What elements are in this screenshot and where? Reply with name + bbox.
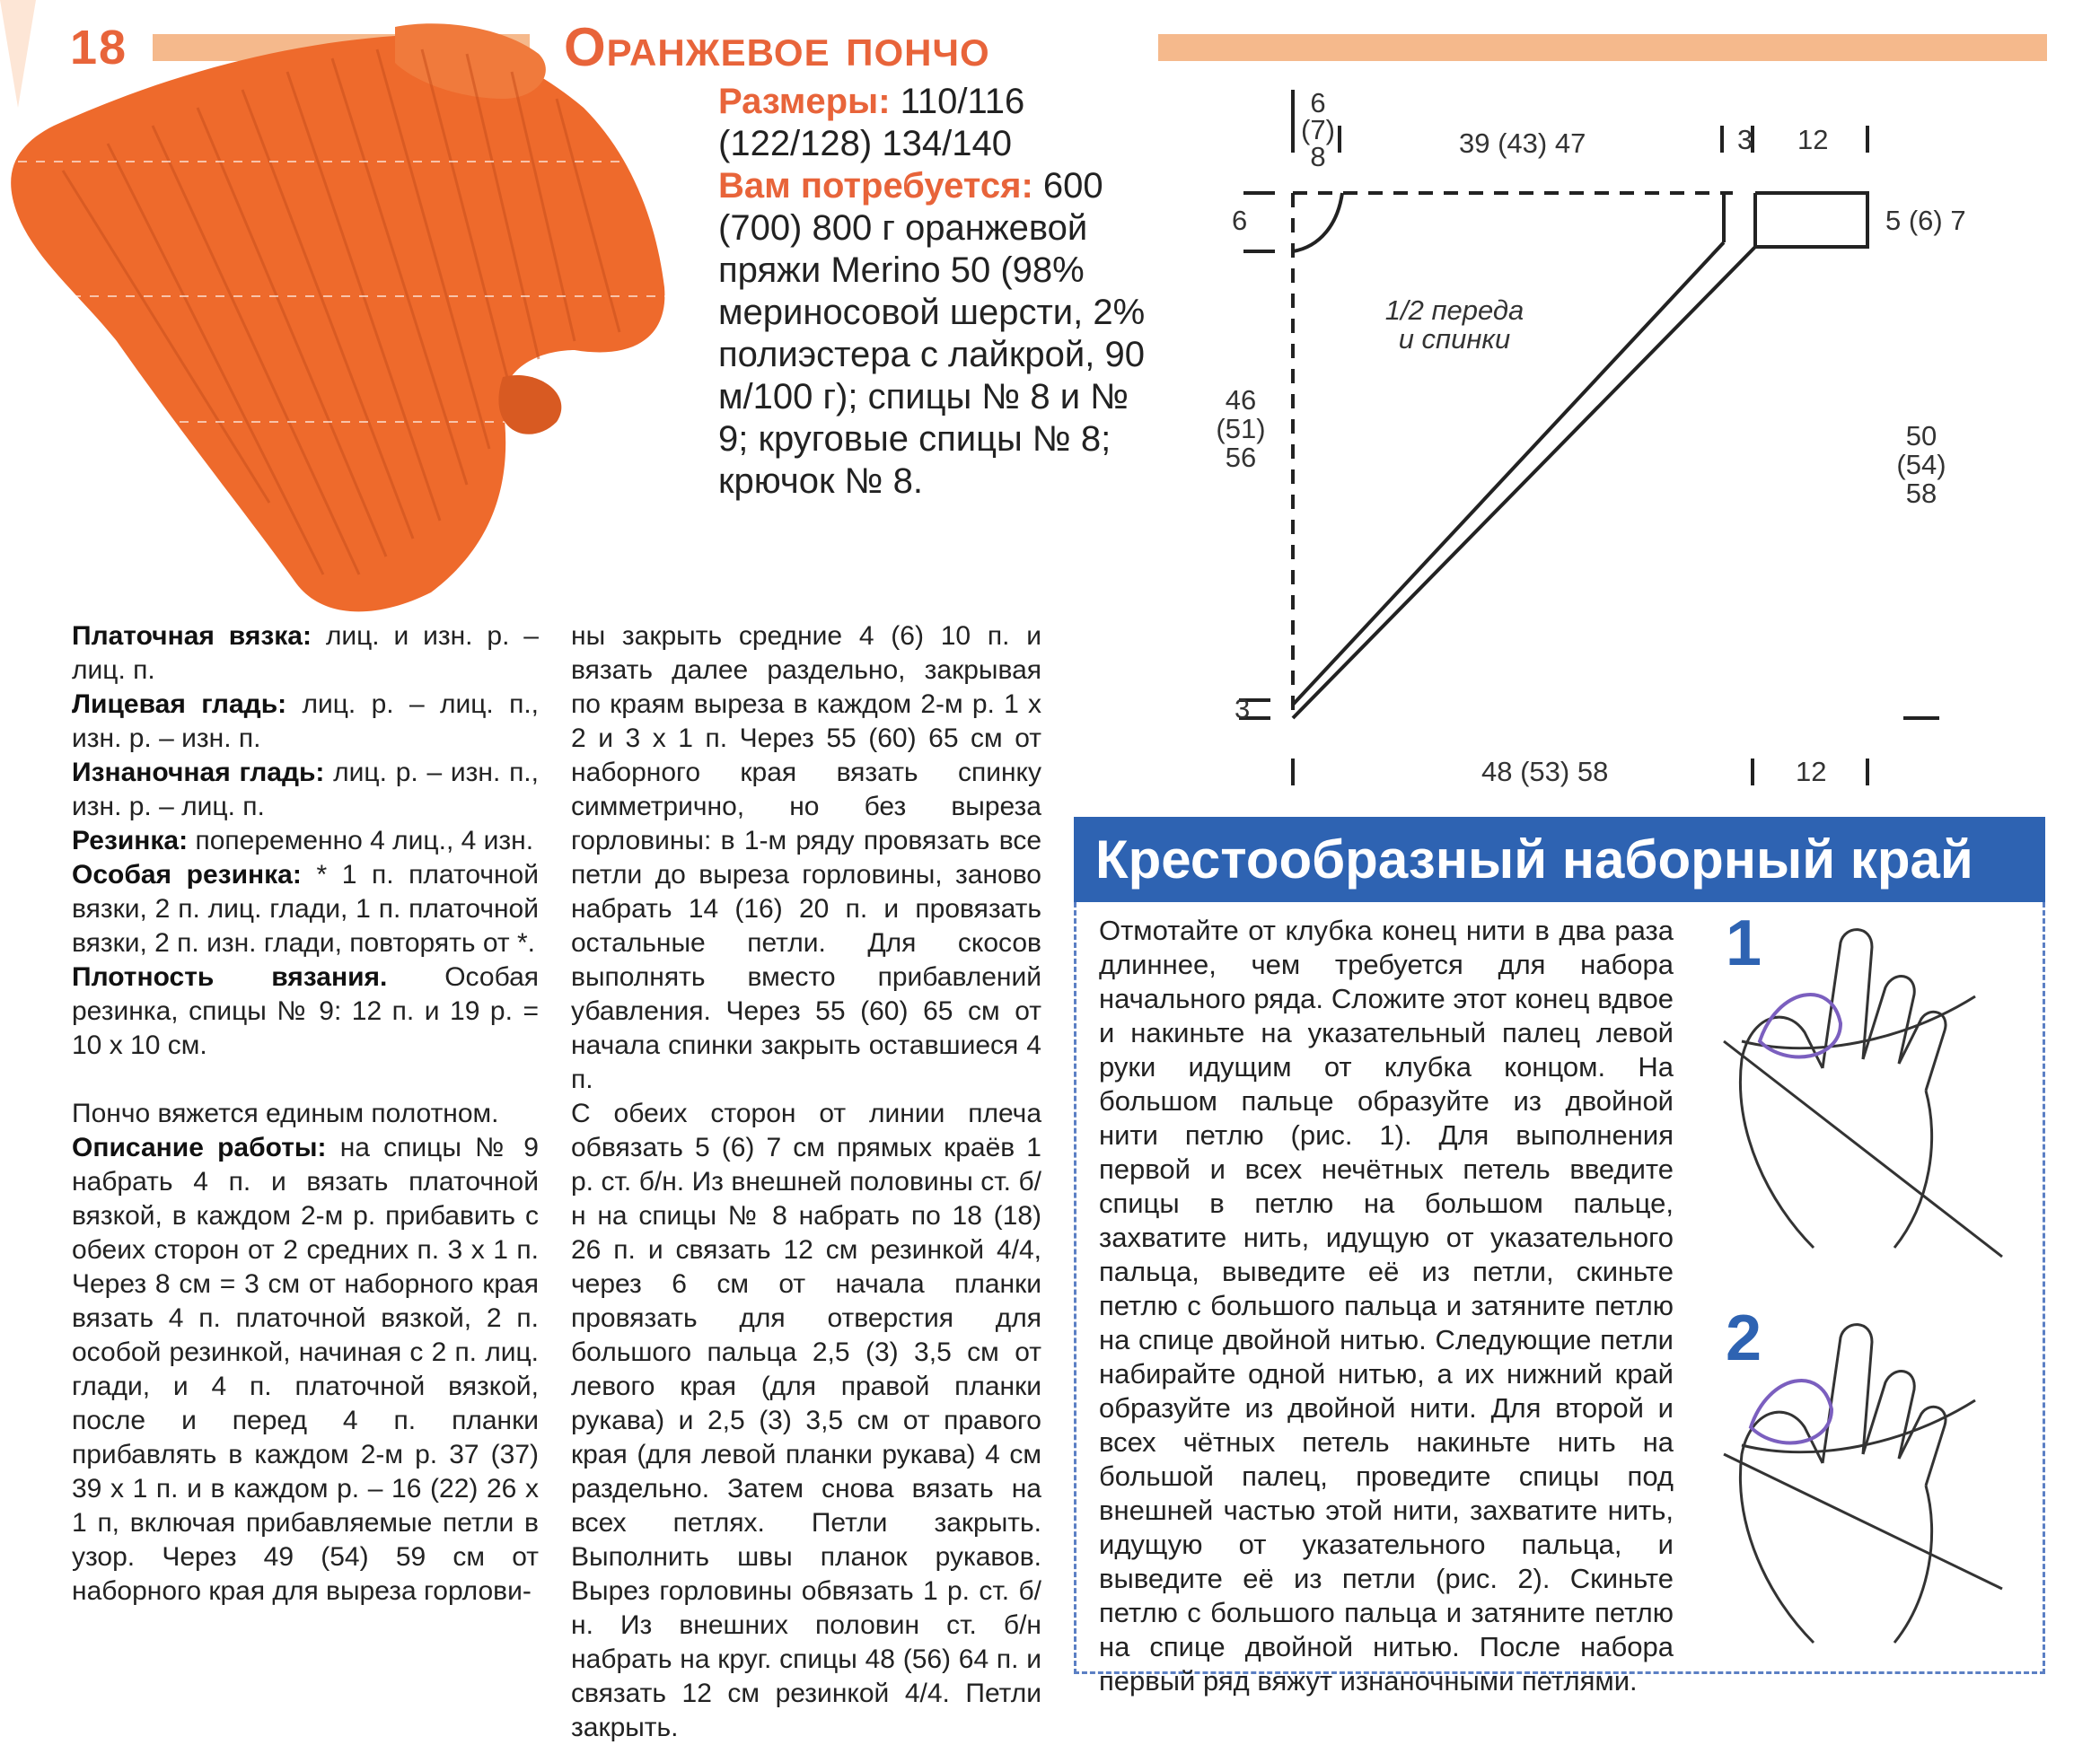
middle-paragraph-2: С обеих сторон от линии плеча обвязать 5 (6) 7 см прямых краёв 1 р. ст. б/н. Из внешней половины ст. б/н на спицы № 8 набрать по 18 (18) 26 п. и связать 12 см резинкой 4/4, через 6 см от начала планки провязать для отверстия для большого пальца 2,5 (3) 3,5 см от левого края (для правой планки рукава) и 2,5 (3) 3,5 см от правого края (для левой планки рукава) 4 см раздельно. Затем снова вязать на всех петлях. Петли закрыть. Выполнить швы планок рукавов. Вырез горловины обвязать 1 р. ст. б/н. Из внешних половин ст. б/н набрать на круг. спицы 48 (56) 64 п. и связать 12 см резинкой 4/4. Петли закрыть.	[571, 1099, 1041, 1742]
dim-right-height: 50 (54) 58	[1896, 420, 1946, 509]
hand-illustration-2	[1706, 1293, 2029, 1661]
dim-top-neck: 6 (7) 8	[1301, 87, 1335, 172]
sizes-value: 110/116 (122/128) 134/140	[718, 82, 1025, 163]
term-item: Платочная вязка: лиц. и изн. р. – лиц. п.	[72, 621, 539, 685]
diagram-cuff	[1755, 193, 1867, 247]
diagram-neck-curve	[1293, 193, 1342, 251]
term-item: Плотность вязания. Особая резинка, спицы № 9: 12 п. и 19 р. = 10 х 10 см.	[72, 962, 539, 1060]
header-bar-right	[1158, 34, 2047, 61]
hand-illustration-1	[1706, 907, 2029, 1275]
dim-right-cuff: 5 (6) 7	[1885, 205, 1966, 236]
dim-neck-depth: 6	[1232, 205, 1248, 236]
dim-top-cuff: 12	[1797, 124, 1829, 155]
cast-on-title: Крестообразный наборный край	[1074, 817, 2045, 902]
dim-top-width: 39 (43) 47	[1459, 127, 1586, 159]
note-text: Пончо вяжется единым полотном.	[72, 1099, 499, 1128]
dim-left-height: 46 (51) 56	[1216, 384, 1266, 473]
description-text: Описание работы: на спицы № 9 набрать 4 п. и вязать платочной вязкой, в каждом 2-м р. прибавить с обеих сторон от 2 средних п. 3 х 1 п. Через 8 см = 3 см от наборного края вязать 4 п. платочной вязкой, 2 п. особой резинкой, начиная с 2 п. лиц. глади, и 4 п. платочной вязкой, после и перед 4 п. планки прибавлять в каждом 2-м р. 37 (37) 39 х 1 п. и в каждом р. – 16 (22) 26 х 1 п, включая прибавляемые петли в узор. Через 49 (54) 59 см от наборного края для выреза горлови-	[72, 1133, 539, 1606]
term-item: Особая резинка: * 1 п. платочной вязки, 2 п. лиц. глади, 1 п. платочной вязки, 2 п. изн. глади, повторять от *.	[72, 860, 540, 958]
diagram-label: 1/2 переда и спинки	[1384, 294, 1524, 355]
page-number: 18	[70, 21, 128, 75]
term-item: Лицевая гладь: лиц. р. – лиц. п., изн. р. – изн. п.	[72, 689, 539, 753]
cast-on-text: Отмотайте от клубка конец нити в два раза длиннее, чем требуется для набора начального ряда. Сложите этот конец вдвое и накиньте на указательный палец левой руки идущим от клубка концом. На большом пальце образуйте из двойной нити петлю (рис. 1). Для выполнения первой и всех нечётных петель введите спицы в петлю на большом пальце, захватите нить, идущую от указательного пальца, выведите её из петли, скиньте петлю с большого пальца и затяните петлю на спице двойной нитью. Следующие петли набирайте одной нитью, а их нижний край образуйте из двойной нити. Для второй и всех чётных петель накиньте нить на большой палец, проведите спицы под внешней частью этой нити, захватите нить, идущую от указательного пальца, и выведите её из петли (рис. 2). Скиньте петлю с большого пальца и затяните петлю на спице двойной нитью. После набора первый ряд вяжут изнаночными петлями.	[1099, 915, 1674, 1697]
term-item: Резинка: попеременно 4 лиц., 4 изн.	[72, 826, 534, 855]
dim-top-small: 3	[1737, 124, 1753, 155]
figure-number-1: 1	[1726, 908, 1762, 979]
intro-block	[718, 81, 1149, 503]
dim-bottom-width: 48 (53) 58	[1481, 756, 1609, 787]
poncho-photo	[0, 0, 700, 628]
materials-value: 600 (700) 800 г оранжевой пряжи Merino 50 (98% мериносовой шерсти, 2% полиэстера с лайкрой, 90 м/100 г); спицы № 8 и № 9; круговые спицы № 8; крючок № 8.	[718, 166, 1146, 501]
left-column	[72, 619, 539, 1609]
pattern-diagram	[1203, 87, 2011, 808]
dim-bottom-small: 3	[1235, 693, 1251, 724]
middle-paragraph-1: ны закрыть средние 4 (6) 10 п. и вязать далее раздельно, закрывая по краям выреза в каждом 2-м р. 1 х 2 и 3 х 1 п. Через 55 (60) 65 см от наборного края вязать спинку симметрично, но без выреза горловины: в 1-м ряду провязать все петли до выреза горловины, заново набрать 14 (16) 20 п. и провязать остальные петли. Для скосов выполнять вместо прибавлений убавления. Через 55 (60) 65 см от начала спинки закрыть оставшиеся 4 п.	[571, 621, 1041, 1094]
sizes-label: Размеры:	[718, 82, 891, 121]
page-title: Оранжевое пончо	[564, 17, 990, 77]
middle-column	[571, 619, 1041, 1745]
figure-number-2: 2	[1726, 1302, 1762, 1374]
materials-label: Вам потребуется:	[718, 166, 1033, 206]
dim-bottom-cuff: 12	[1796, 756, 1827, 787]
term-item: Изнаночная гладь: лиц. р. – изн. п., изн. р. – лиц. п.	[72, 758, 539, 821]
